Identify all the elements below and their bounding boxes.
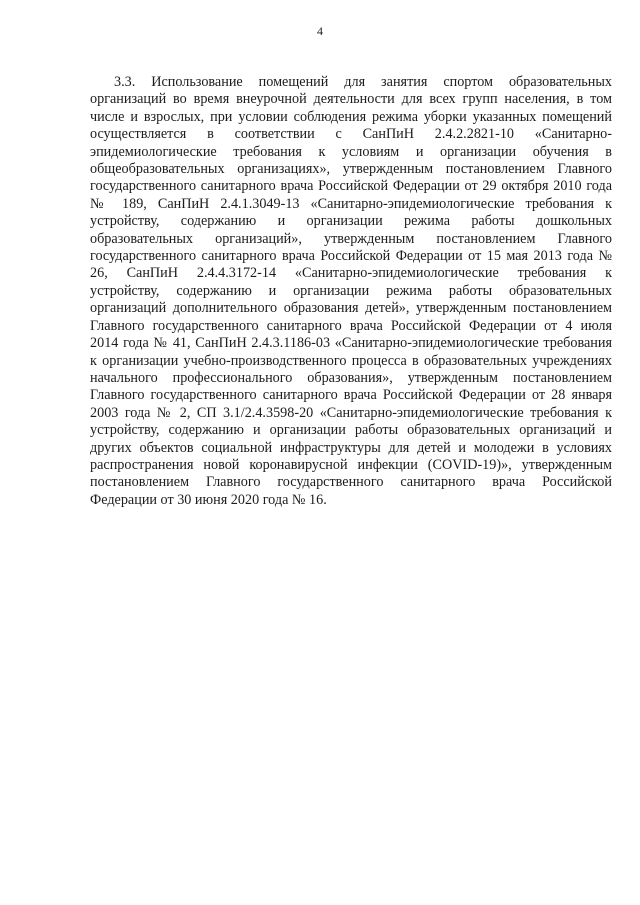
paragraph-line: устройству, содержанию и организации работы образовательных организаций и [90,422,612,439]
paragraph-line: начального профессионального образования», утвержденным постановлением [90,369,612,386]
paragraph-line: других объектов социальной инфраструктуры для детей и молодежи в условиях [90,439,612,456]
paragraph-line: образовательных организаций», утвержденным постановлением Главного [90,230,612,247]
paragraph-line: осуществляется в соответствии с СанПиН 2.4.2.2821-10 «Санитарно- [90,126,612,143]
paragraph-line: постановлением Главного государственного санитарного врача Российской [90,474,612,491]
paragraph-line: Главного государственного санитарного врача Российской Федерации от 28 января [90,387,612,404]
paragraph-line-last: Федерации от 30 июня 2020 года № 16. [90,491,327,508]
paragraph-line: распространения новой коронавирусной инфекции (COVID-19)», утвержденным [90,456,612,473]
paragraph-line: государственного санитарного врача Российской Федерации от 15 мая 2013 года № [90,248,612,265]
paragraph-line: к организации учебно-производственного процесса в образовательных учреждениях [90,352,612,369]
paragraph-line: 2014 года № 41, СанПиН 2.4.3.1186-03 «Санитарно-эпидемиологические требования [90,335,612,352]
paragraph-line: 3.3. Использование помещений для занятия спортом образовательных [114,74,612,90]
paragraph-line: Главного государственного санитарного врача Российской Федерации от 4 июля [90,317,612,334]
paragraph-line: организаций дополнительного образования детей», утвержденным постановлением [90,300,612,317]
paragraph-line: устройству, содержанию и организации режима работы дошкольных [90,213,612,230]
paragraph-line: государственного санитарного врача Российской Федерации от 29 октября 2010 года [90,178,612,195]
paragraph-line: организаций во время внеурочной деятельности для всех групп населения, в том [90,91,612,108]
paragraph-line: устройству, содержанию и организации режима работы образовательных [90,282,612,299]
paragraph-line: № 189, СанПиН 2.4.1.3049-13 «Санитарно-эпидемиологические требования к [90,195,612,212]
paragraph-3-3 [90,74,612,509]
paragraph-line: числе и взрослых, при условии соблюдения режима уборки указанных помещений [90,108,612,125]
paragraph-line: общеобразовательных организациях», утвержденным постановлением Главного [90,161,612,178]
paragraph-line: 2003 года № 2, СП 3.1/2.4.3598-20 «Санитарно-эпидемиологические требования к [90,404,612,421]
paragraph-line: 26, СанПиН 2.4.4.3172-14 «Санитарно-эпидемиологические требования к [90,265,612,282]
paragraph-line: эпидемиологические требования к условиям и организации обучения в [90,143,612,160]
page-number: 4 [317,24,323,38]
